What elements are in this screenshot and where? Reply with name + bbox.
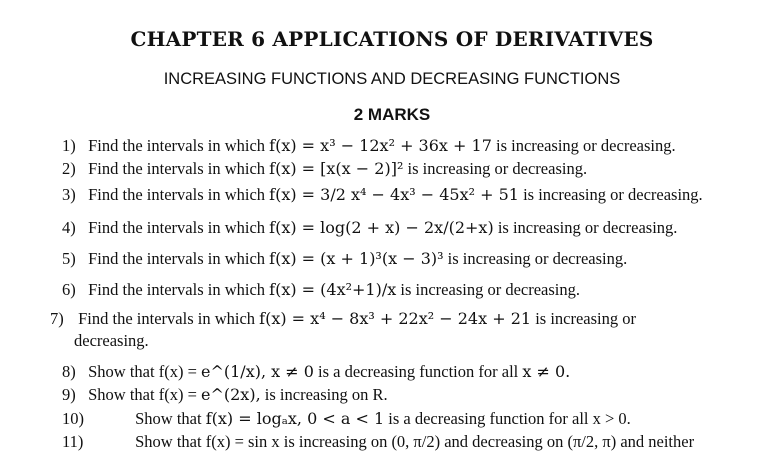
question-math: e^(2x), — [201, 385, 261, 404]
question-math: f(x) = 3/2 x⁴ − 4x³ − 45x² + 51 — [269, 185, 519, 204]
question-math: f(x) = [x(x − 2)]² — [269, 159, 404, 178]
question-tail: is increasing or decreasing. — [407, 159, 588, 178]
question-text: Find the intervals in which — [88, 280, 266, 299]
question-math: e^(1/x), x ≠ 0 — [201, 362, 314, 381]
question-math: f(x) = log(2 + x) − 2x/(2+x) — [269, 218, 494, 237]
question-1 — [62, 135, 676, 157]
question-number: 11) — [62, 432, 84, 451]
question-text: Find the intervals in which — [88, 185, 266, 204]
question-8 — [62, 361, 570, 383]
question-number: 4) — [62, 218, 76, 237]
question-number: 6) — [62, 280, 76, 299]
question-text: Find the intervals in which — [88, 249, 266, 268]
question-number: 9) — [62, 385, 76, 404]
question-tail: is a decreasing function for all — [318, 362, 519, 381]
question-5 — [62, 248, 627, 270]
question-10 — [62, 408, 631, 430]
question-text: Show that f(x) = sin x is increasing on (0, π/2) and decreasing on (π/2, π) and neither — [135, 432, 695, 451]
question-tail-math: x ≠ 0. — [522, 362, 571, 381]
question-number: 10) — [62, 409, 84, 428]
question-math: f(x) = x³ − 12x² + 36x + 17 — [269, 136, 492, 155]
question-text: Find the intervals in which — [78, 309, 256, 328]
chapter-title: CHAPTER 6 APPLICATIONS OF DERIVATIVES — [130, 27, 654, 51]
question-11 — [62, 431, 694, 453]
question-6 — [62, 279, 580, 301]
question-text: Find the intervals in which — [88, 218, 266, 237]
section-subtitle: INCREASING FUNCTIONS AND DECREASING FUNCTIONS — [163, 70, 621, 88]
question-number: 2) — [62, 159, 76, 178]
question-tail: is increasing or — [535, 309, 637, 328]
question-number: 1) — [62, 136, 76, 155]
question-number: 5) — [62, 249, 76, 268]
question-number: 7) — [50, 309, 64, 328]
question-tail: is increasing or decreasing. — [400, 280, 580, 299]
question-text: Find the intervals in which — [88, 136, 266, 155]
question-tail: is increasing or decreasing. — [447, 249, 628, 268]
question-text: Show that — [135, 409, 202, 428]
question-math: f(x) = logₐx, 0 < a < 1 — [205, 409, 385, 428]
question-tail: is a decreasing function for all x > 0. — [388, 409, 631, 428]
question-math: f(x) = x⁴ − 8x³ + 22x² − 24x + 21 — [259, 309, 532, 328]
question-math: f(x) = (x + 1)³(x − 3)³ — [269, 249, 444, 268]
question-text: Find the intervals in which — [88, 159, 266, 178]
marks-heading: 2 MARKS — [353, 105, 431, 124]
question-3 — [62, 184, 703, 206]
question-tail: is increasing on R. — [264, 385, 388, 404]
question-4 — [62, 217, 677, 239]
question-math: f(x) = (4x²+1)/x — [269, 280, 397, 299]
question-9 — [62, 384, 388, 406]
question-7 — [50, 308, 636, 330]
question-7-continuation: decreasing. — [74, 331, 149, 350]
question-text: Show that f(x) = — [88, 362, 197, 381]
question-tail: is increasing or decreasing. — [496, 136, 676, 155]
question-tail: is increasing or decreasing. — [523, 185, 703, 204]
question-number: 3) — [62, 185, 76, 204]
question-number: 8) — [62, 362, 76, 381]
question-2 — [62, 158, 587, 180]
question-text: Show that f(x) = — [88, 385, 197, 404]
question-tail: is increasing or decreasing. — [497, 218, 678, 237]
